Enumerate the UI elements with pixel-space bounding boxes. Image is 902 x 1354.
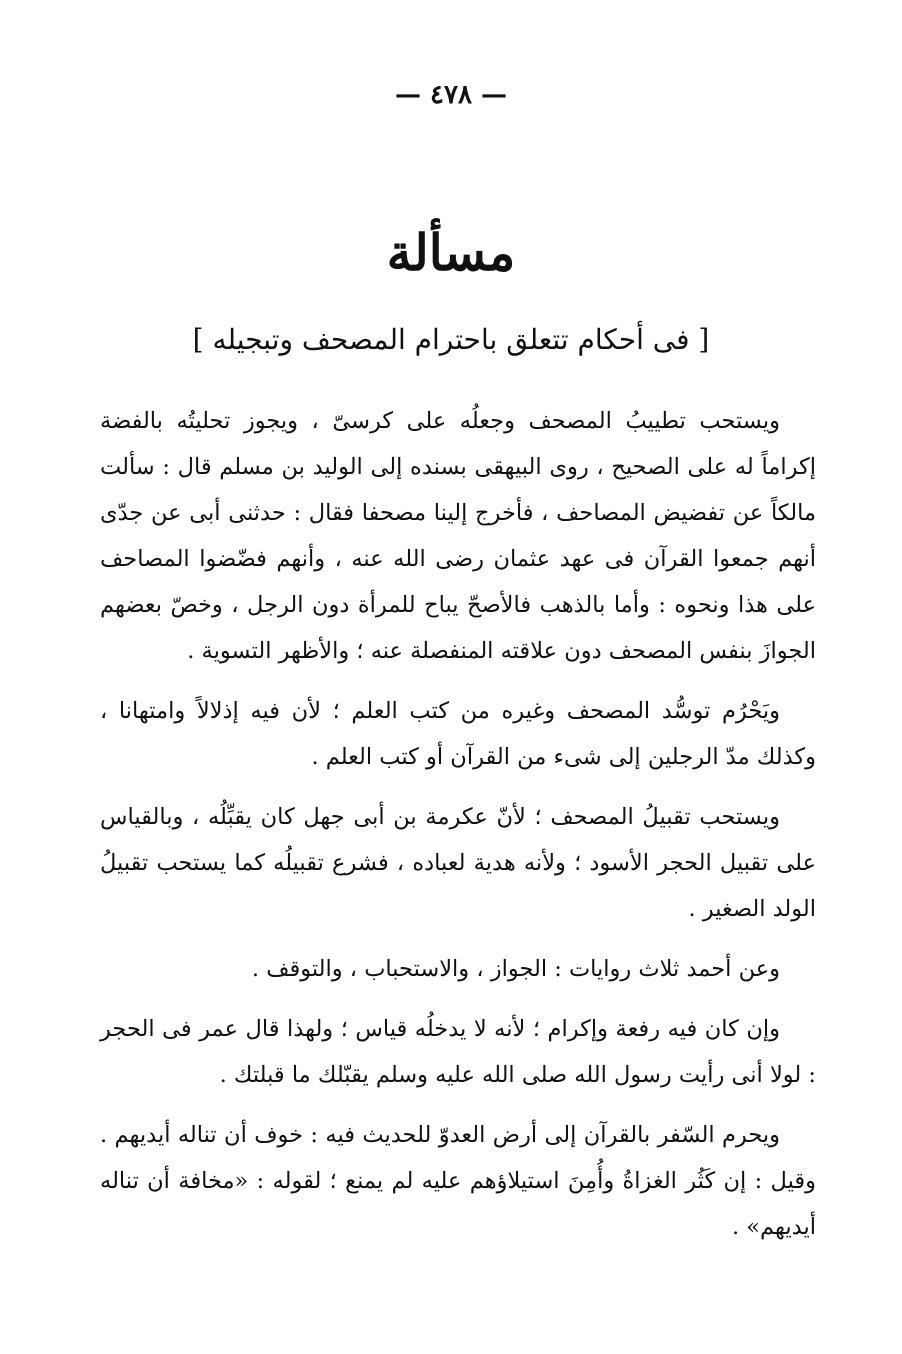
page-number: — ٤٧٨ — bbox=[394, 80, 508, 110]
paragraph-1: ويستحب تطييبُ المصحف وجعلُه على كرسىّ ، ويجوز تحليتُه بالفضة إكراماً له على الصحيح ، روى البيهقى بسنده إلى الوليد بن مسلم قال : سألت مالكاً عن تفضيض المصاحف ، فأخرج إلينا مصحفا فقال : حدثنى أبى عن جدّى أنهم جمعوا القرآن فى عهد عثمان رضى الله عنه ، وأنهم فضّضوا المصاحف على هذا ونحوه : وأما بالذهب فالأصحّ يباح للمرأة دون الرجل ، وخصّ بعضهم الجوازَ بنفس المصحف دون علاقته المنفصلة عنه ؛ والأظهر التسوية . bbox=[100, 408, 816, 664]
body-text bbox=[100, 398, 816, 1250]
paragraph-5: وإن كان فيه رفعة وإكرام ؛ لأنه لا يدخلُه قياس ؛ ولهذا قال عمر فى الحجر : لولا أنى رأيت رسول الله صلى الله عليه وسلم يقبّلك ما قبلتك . bbox=[100, 1016, 816, 1088]
section-subtitle: [ فى أحكام تتعلق باحترام المصحف وتبجيله ] bbox=[192, 323, 710, 356]
paragraph-6: ويحرم السّفر بالقرآن إلى أرض العدوّ للحديث فيه : خوف أن تناله أيديهم . وقيل : إن كَثُر الغزاةُ وأُمِنَ استيلاؤهم عليه لم يمنع ؛ لقوله : «مخافة أن تناله أيديهم» . bbox=[100, 1122, 816, 1240]
paragraph-4: وعن أحمد ثلاث روايات : الجواز ، والاستحباب ، والتوقف . bbox=[251, 956, 780, 982]
section-title: مسألة bbox=[386, 223, 516, 282]
paragraph-2: ويَحْرُم توسُّد المصحف وغيره من كتب العلم ؛ لأن فيه إذلالاً وامتهانا ، وكذلك مدّ الرجلين إلى شىء من القرآن أو كتب العلم . bbox=[100, 698, 816, 770]
paragraph-3: ويستحب تقبيلُ المصحف ؛ لأنّ عكرمة بن أبى جهل كان يقبِّلُه ، وبالقياس على تقبيل الحجر الأسود ؛ ولأنه هدية لعباده ، فشرع تقبيلُه كما يستحب تقبيلُ الولد الصغير . bbox=[100, 804, 816, 922]
